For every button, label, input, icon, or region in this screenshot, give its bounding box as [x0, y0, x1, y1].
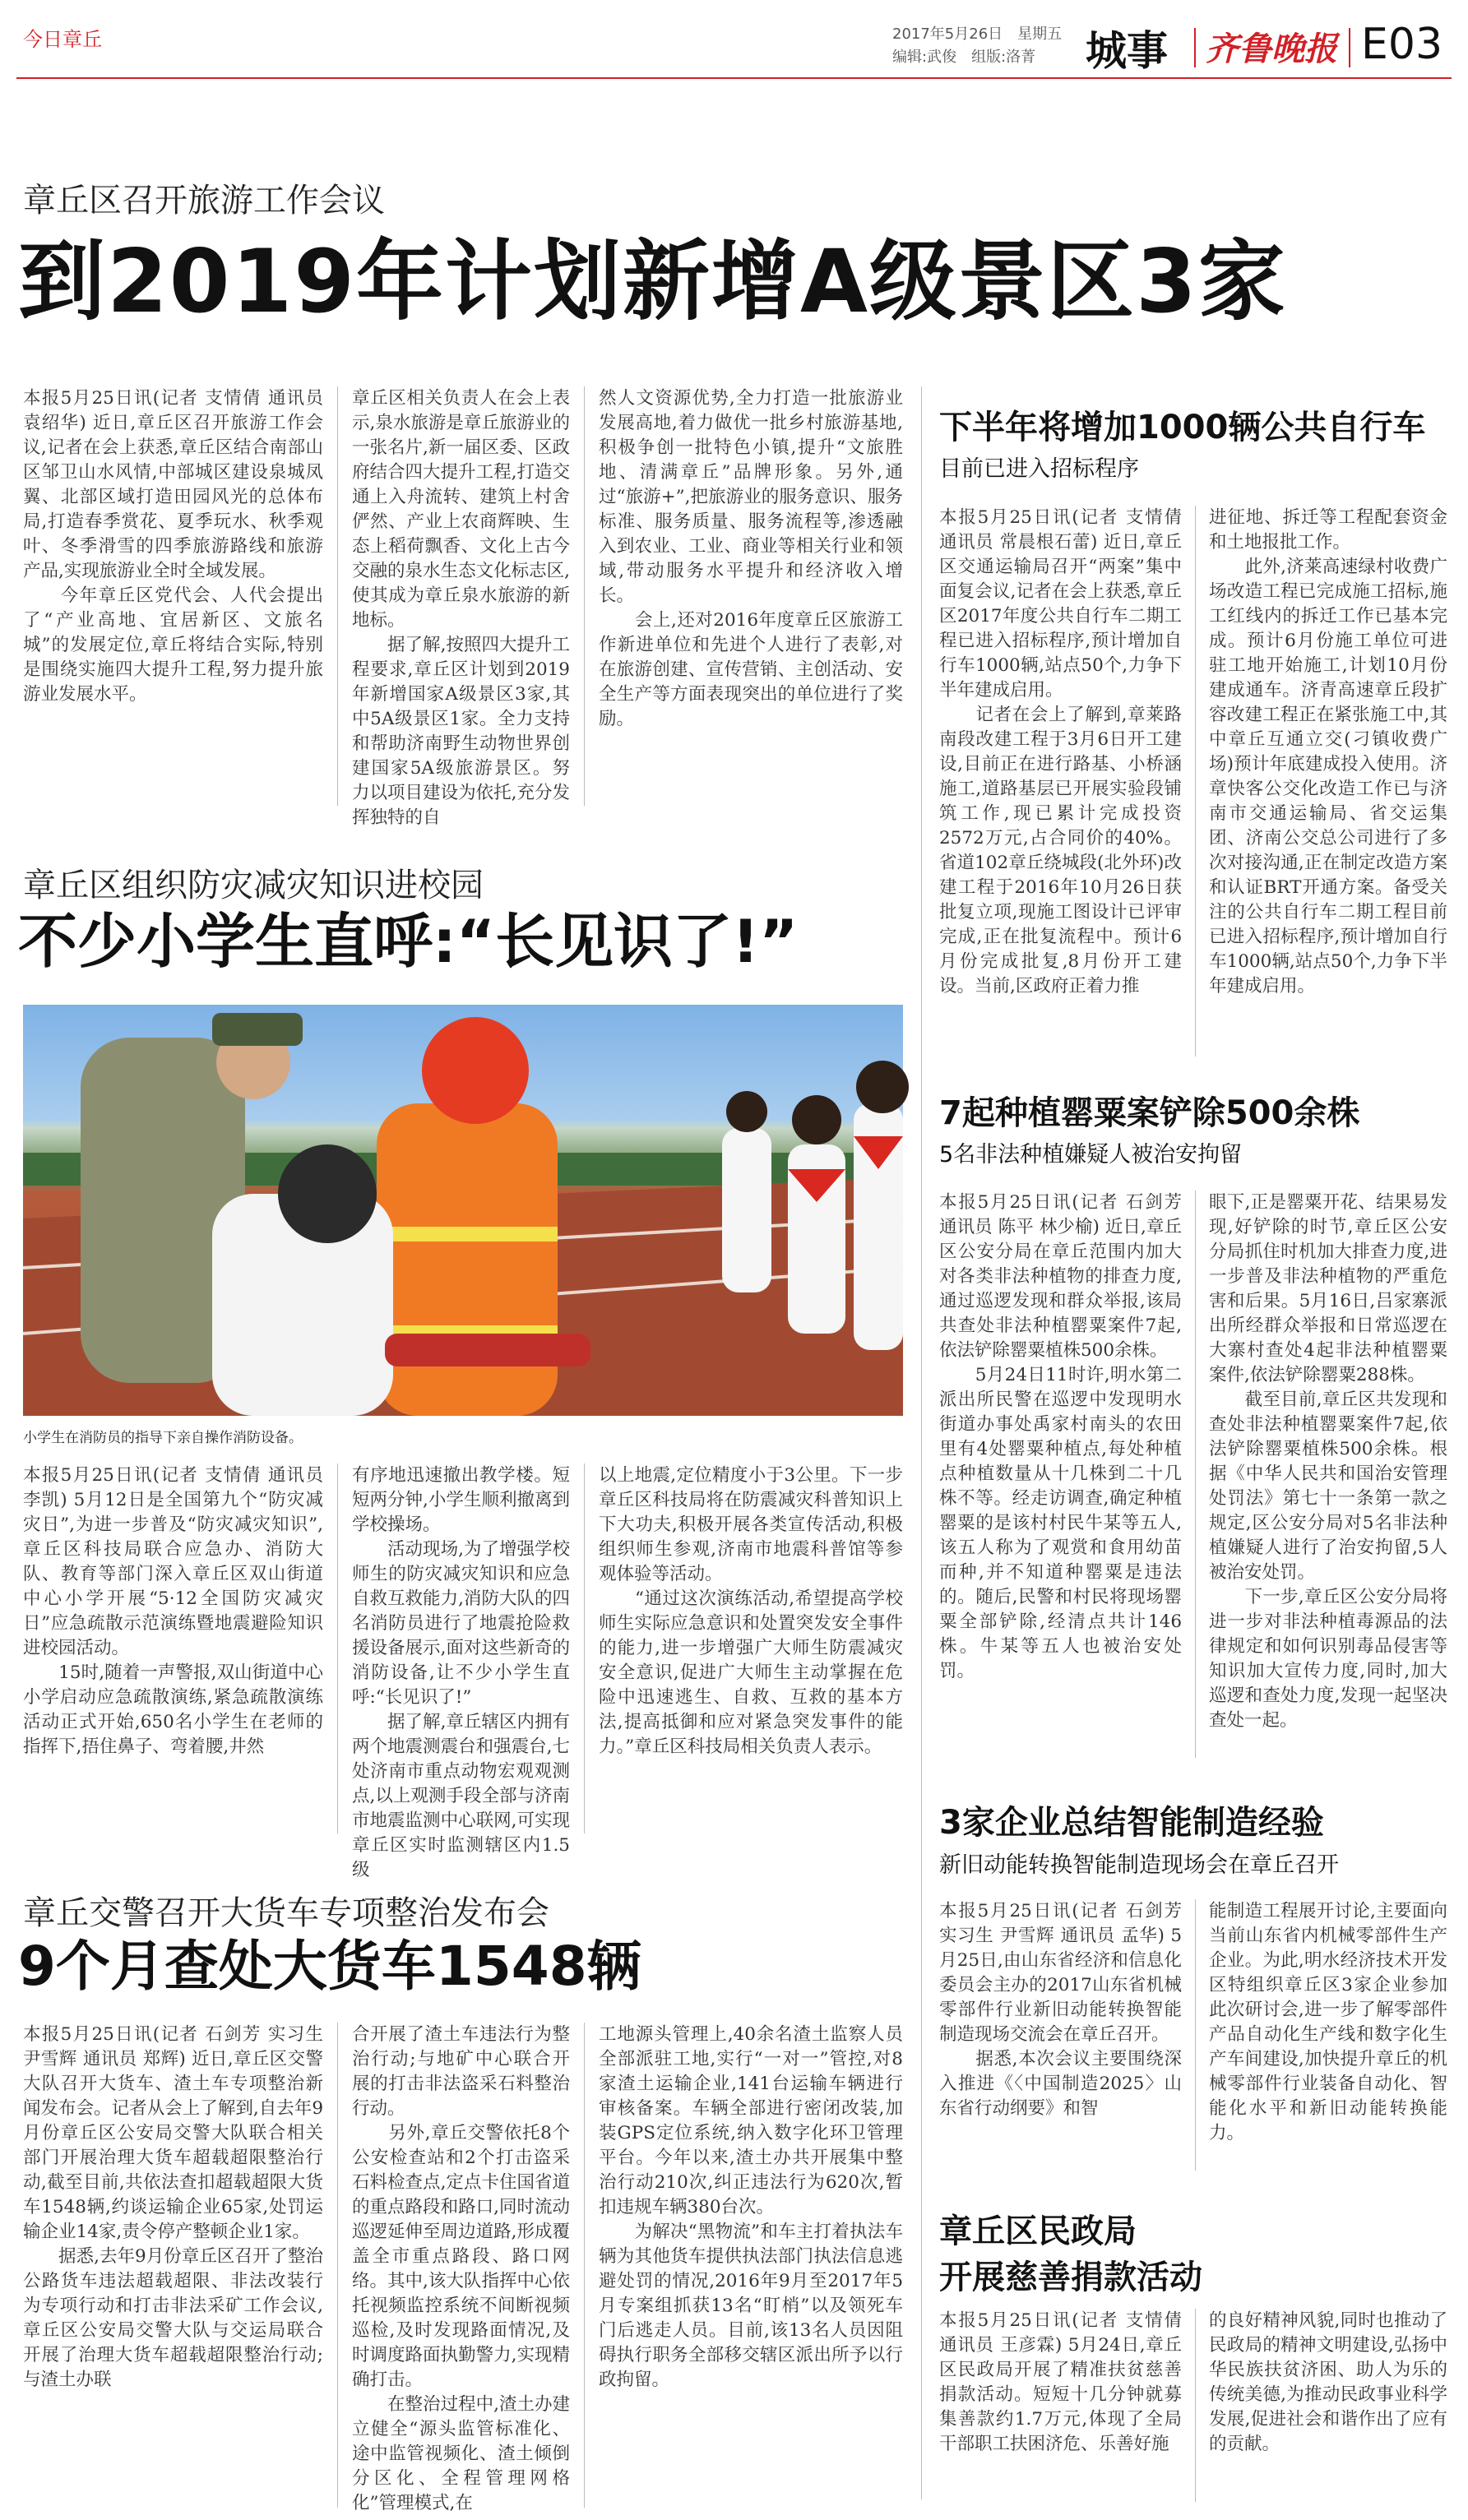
page-number: E03 — [1361, 20, 1443, 69]
masthead-divider-1 — [1194, 28, 1196, 67]
side4-rule — [1195, 2309, 1196, 2502]
side4-col2: 的良好精神风貌,同时也推动了民政局的精神文明建设,弘扬中华民族扶贫济困、助人为乐的传统美德,为推动民政事业科学发展,促进社会和谐作出了应有的贡献。 — [1209, 2310, 1447, 2454]
article1-col3: 然人文资源优势,全力打造一批旅游业发展高地,着力做优一批乡村旅游基地,积极争创一批特色小镇,提升“文旅胜地、清满章丘”品牌形象。另外,通过“旅游+”,把旅游业的服务意识、服务标准、服务质量、服务流程等,渗透融入到农业、工业、商业等相关行业和领域,带动服务水平提升和经济收入增长。 会上,还对2016年度章丘区旅游工作新进单位和先进个人进行了表彰,对在旅游创建、宣传营销、主创活动、安全生产等方面表现突出的单位进行了奖励。 — [599, 388, 903, 729]
side3-title: 3家企业总结智能制造经验 — [939, 1804, 1324, 1842]
article3-col1: 本报5月25日讯(记者 石剑芳 实习生 尹雪辉 通讯员 郑辉) 近日,章丘区交警大队召开大货车、渣土车专项整治新闻发布会。记者从会上了解到,自去年9月份章丘区公安局交警大队联合相关部门开展治理大货车超载超限整治行动,截至目前,共依法查扣超载超限大货车1548辆,约谈运输企业65家,处罚运输企业14家,责令停产整顿企业1家。 据悉,去年9月份章丘区召开了整治公路货车违法超载超限、非法改装行为专项行动和打击非法采矿工作会议,章丘区公安局交警大队与交运局联合开展了治理大货车超载超限整治行动;与渣土办联 — [23, 2024, 323, 2390]
issue-weekday: 星期五 — [1017, 25, 1063, 43]
masthead-divider-2 — [1349, 28, 1350, 67]
main-column-divider — [921, 386, 922, 2499]
side1-col1: 本报5月25日讯(记者 支情倩 通讯员 常晨根石蕾) 近日,章丘区交通运输局召开“两案”集中面复会议,记者在会上获悉,章丘区2017年度公共自行车二期工程已进入招标程序,预计增加自行车1000辆,站点50个,力争下半年建成启用。 记者在会上了解到,章莱路南段改建工程于3月6日开工建设,目前正在进行路基、小桥涵施工,道路基层已开展实验段铺筑工作,现已累计完成投资2572万元,占合同价的40%。省道102章丘绕城段(北外环)改建工程于2016年10月26日获批复立项,现施工图设计已评审完成,正在批复流程中。预计6月份完成批复,8月份开工建设。当前,区政府正着力推 — [939, 507, 1182, 996]
article1-rule-2 — [584, 386, 585, 806]
article3-title: 9个月查处大货车1548辆 — [18, 1935, 641, 1998]
side4-title-line2: 开展慈善捐款活动 — [939, 2259, 1202, 2296]
article2-col3: 以上地震,定位精度小于3公里。下一步章丘区科技局将在防震减灾科普知识上下大功夫,积极开展各类宣传活动,积极组织师生参观,济南市地震科普馆等参观体验等活动。 “通过这次演练活动,希望提高学校师生实际应急意识和处置突发安全事件的能力,进一步增强广大师生防震减灾安全意识,促进广大师生主动掌握在危险中迅速逃生、自救、互救的基本方法,提高抵御和应对紧急突发事件的能力。”章丘区科技局相关负责人表示。 — [599, 1465, 903, 1757]
side2-col1: 本报5月25日讯(记者 石剑芳 通讯员 陈平 林少榆) 近日,章丘区公安分局在章丘范围内加大对各类非法种植物的排查力度,通过巡逻发现和群众举报,该局共查处非法种植罂粟案件7起,依法铲除罂粟植株500余株。 5月24日11时许,明水第二派出所民警在巡逻中发现明水街道办事处禹家村南头的农田里有4处罂粟种植点,每处种植点种植数量从十几株到二十几株不等。经走访调查,确定种植罂粟的是该村村民牛某等五人,该五人称为了观赏和食用幼苗而种,并不知道种罂粟是违法的。随后,民警和村民将现场罂粟全部铲除,经清点共计146株。牛某等五人也被治安处罚。 — [939, 1192, 1182, 1681]
layout-credit: 组版:洛菁 — [971, 49, 1036, 66]
side2-title: 7起种植罂粟案铲除500余株 — [939, 1094, 1360, 1132]
article1-subtitle: 章丘区召开旅游工作会议 — [23, 182, 385, 220]
side1-subtitle: 目前已进入招标程序 — [939, 456, 1139, 482]
article2-subtitle: 章丘区组织防灾减灾知识进校园 — [23, 867, 484, 904]
masthead-rule — [16, 77, 1452, 79]
article3-col3: 工地源头管理上,40余名渣土监察人员全部派驻工地,实行“一对一”管控,对8家渣土运输企业,141台运输车辆进行审核备案。车辆全部进行密闭改装,加装GPS定位系统,纳入数字化环卫管理平台。今年以来,渣土办共开展集中整治行动210次,纠正违法行为620次,暂扣违规车辆380台次。 为解决“黑物流”和车主打着执法车辆为其他货车提供执法部门执法信息逃避处罚的情况,2016年9月至2017年5月专案组抓获13名“盯梢”以及领死车门后逃走人员。目前,该13名人员因阻碍执行职务全部移交辖区派出所予以行政拘留。 — [599, 2024, 903, 2390]
article2-col1: 本报5月25日讯(记者 支情倩 通讯员 李凯) 5月12日是全国第九个“防灾减灾日”,为进一步普及“防灾减灾知识”,章丘区科技局联合应急办、消防大队、教育等部门深入章丘区双山街道中心小学开展“5·12全国防灾减灾日”应急疏散示范演练暨地震避险知识进校园活动。 15时,随着一声警报,双山街道中心小学启动应急疏散演练,紧急疏散演练活动正式开始,650名小学生在老师的指挥下,捂住鼻子、弯着腰,井然 — [23, 1465, 323, 1757]
side3-col2: 能制造工程展开讨论,主要面向当前山东省内机械零部件生产企业。为此,明水经济技术开发区特组织章丘区3家企业参加此次研讨会,进一步了解零部件产品自动化生产线和数字化生产车间建设,加快提升章丘的机械零部件行业装备自动化、智能化水平和新旧动能转换能力。 — [1209, 1901, 1447, 2143]
article1-col2: 章丘区相关负责人在会上表示,泉水旅游是章丘旅游业的一张名片,新一届区委、区政府结合四大提升工程,打造交通上入舟流转、建筑上村舍俨然、产业上农商辉映、生态上稻荷飘香、文化上古今交融的泉水生态文化标志区,使其成为章丘泉水旅游的新地标。 据了解,按照四大提升工程要求,章丘区计划到2019年新增国家A级景区3家,其中5A级景区1家。全力支持和帮助济南野生动物世界创建国家5A级旅游景区。努力以项目建设为依托,充分发挥独特的自 — [352, 388, 570, 828]
article1-rule-1 — [337, 386, 338, 806]
article3-col2: 合开展了渣土车违法行为整治行动;与地矿中心联合开展的打击非法盗采石料整治行动。 另外,章丘交警依托8个公安检查站和2个打击盗采石料检查点,定点卡住国省道的重点路段和路口,同时流动巡逻延伸至周边道路,形成覆盖全市重点路段、路口网络。其中,该大队指挥中心依托视频监控系统不间断视频巡检,及时发现路面情况,及时调度路面执勤警力,实现精确打击。 在整治过程中,渣土办建立健全“源头监管标准化、途中监管视频化、渣土倾倒分区化、全程管理网格化”管理模式,在 — [352, 2024, 570, 2513]
side4-col1: 本报5月25日讯(记者 支情倩 通讯员 王彦霖) 5月24日,章丘区民政局开展了精准扶贫慈善捐款活动。短短十几分钟就募集善款约1.7万元,体现了全局干部职工扶困济危、乐善好施 — [939, 2310, 1188, 2454]
section-name: 城事 — [1086, 27, 1168, 75]
side2-rule — [1195, 1191, 1196, 1758]
issue-date: 2017年5月26日 — [892, 25, 1003, 43]
article1-title: 到2019年计划新增A级景区3家 — [18, 231, 1287, 332]
article2-rule-2 — [584, 1463, 585, 1833]
article2-title: 不少小学生直呼:“长见识了!” — [18, 907, 799, 976]
side2-subtitle: 5名非法种植嫌疑人被治安拘留 — [939, 1142, 1243, 1168]
side3-col1: 本报5月25日讯(记者 石剑芳 实习生 尹雪辉 通讯员 孟华) 5月25日,由山东省经济和信息化委员会主办的2017山东省机械零部件行业新旧动能转换智能制造现场交流会在章丘召开。 据悉,本次会议主要围绕深入推进《〈中国制造2025〉山东省行动纲要》和智 — [939, 1901, 1182, 2119]
article3-rule-2 — [584, 2023, 585, 2508]
side1-rule — [1195, 506, 1196, 1057]
article3-rule-1 — [337, 2023, 338, 2508]
article1-col1: 本报5月25日讯(记者 支情倩 通讯员 袁绍华) 近日,章丘区召开旅游工作会议,记者在会上获悉,章丘区结合南部山区邹卫山水风情,中部城区建设泉城凤翼、北部区域打造田园风光的总体布局,打造春季赏花、夏季玩水、秋季观叶、冬季滑雪的四季旅游路线和旅游产品,实现旅游业全时全域发展。 今年章丘区党代会、人代会提出了“产业高地、宜居新区、文旅名城”的发展定位,章丘将结合实际,特别是围绕实施四大提升工程,努力提升旅游业发展水平。 — [23, 388, 323, 705]
side1-title: 下半年将增加1000辆公共自行车 — [939, 409, 1426, 446]
side3-rule — [1195, 1899, 1196, 2171]
photo-caption: 小学生在消防员的指导下亲自操作消防设备。 — [23, 1430, 303, 1446]
section-tag: 今日章丘 — [23, 28, 102, 51]
news-photo — [23, 1005, 903, 1416]
side1-col2: 进征地、拆迁等工程配套资金和土地报批工作。 此外,济莱高速绿村收费广场改造工程已完成施工招标,施工红线内的拆迁工作已基本完成。预计6月份施工单位可进驻工地开始施工,计划10月份建成通车。济青高速章丘段扩容改建工程正在紧张施工中,其中章丘互通立交(刁镇收费广场)预计年底建成投入使用。济章快客公交化改造工作已与济南市交通运输局、省交运集团、济南公交总公司进行了多次对接沟通,正在制定改造方案和认证BRT开通方案。备受关注的公共自行车二期工程目前已进入招标程序,预计增加自行车1000辆,站点50个,力争下半年建成启用。 — [1209, 507, 1447, 996]
article2-rule-1 — [337, 1463, 338, 1833]
side4-title: 章丘区民政局 — [939, 2213, 1137, 2250]
masthead-meta — [892, 23, 1062, 69]
photo-illustration — [23, 1005, 903, 1416]
side2-col2: 眼下,正是罂粟开花、结果易发现,好铲除的时节,章丘区公安分局抓住时机加大排查力度,进一步普及非法种植物的严重危害和后果。5月16日,吕家寨派出所经群众举报和日常巡逻在大寨村查处4起非法种植罂粟案件,依法铲除罂粟288株。 截至目前,章丘区共发现和查处非法种植罂粟案件7起,依法铲除罂粟植株500余株。根据《中华人民共和国治安管理处罚法》第七十一条第一款之规定,区公安分局对5名非法种植嫌疑人进行了治安拘留,5人被治安处罚。 下一步,章丘区公安分局将进一步对非法种植毒源品的法律规定和如何识别毒品侵害等知识加大宣传力度,同时,加大巡逻和查处力度,发现一起坚决查处一起。 — [1209, 1192, 1447, 1731]
article3-subtitle: 章丘交警召开大货车专项整治发布会 — [23, 1894, 549, 1932]
paper-logo: 齐鲁晚报 — [1206, 30, 1337, 68]
article2-col2: 有序地迅速撤出教学楼。短短两分钟,小学生顺利撤离到学校操场。 活动现场,为了增强学校师生的防灾减灾知识和应急自救互救能力,消防大队的四名消防员进行了地震抢险救援设备展示,面对这些新奇的消防设备,让不少小学生直呼:“长见识了!” 据了解,章丘辖区内拥有两个地震测震台和强震台,七处济南市重点动物宏观观测点,以上观测手段全部与济南市地震监测中心联网,可实现章丘区实时监测辖区内1.5级 — [352, 1465, 570, 1880]
editor-credit: 编辑:武俊 — [892, 49, 957, 66]
side3-subtitle: 新旧动能转换智能制造现场会在章丘召开 — [939, 1852, 1339, 1878]
